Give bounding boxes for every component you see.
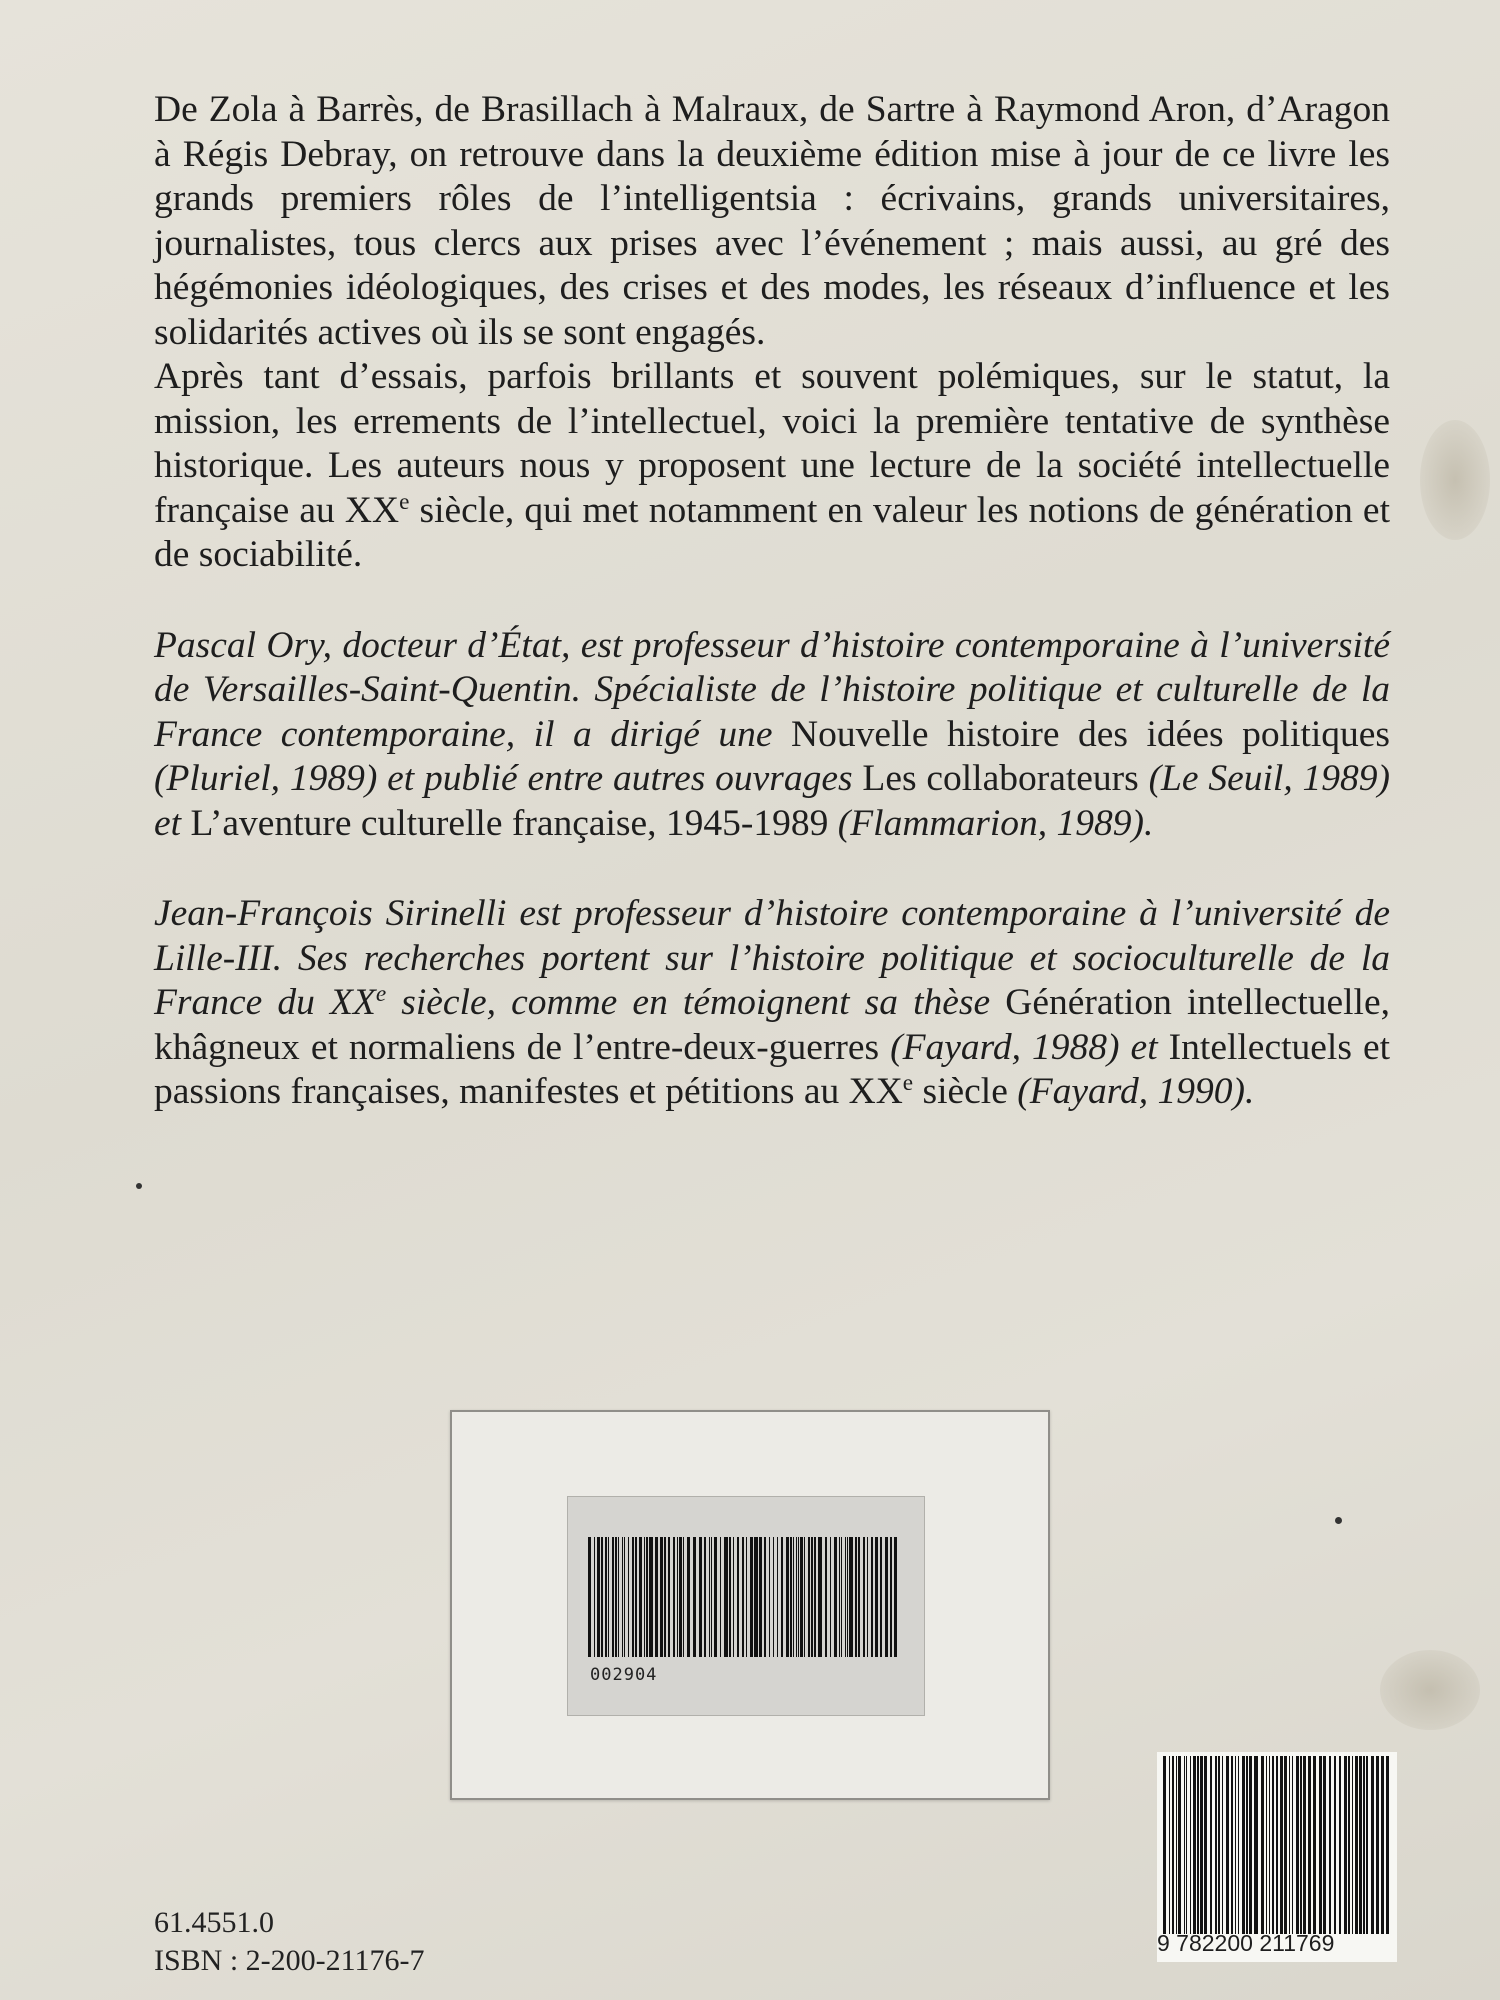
isbn-barcode-bar [1348, 1756, 1350, 1934]
isbn-barcode-bar [1276, 1756, 1278, 1934]
isbn-barcode-bar [1366, 1756, 1368, 1934]
library-barcode-bar [729, 1537, 731, 1657]
isbn-barcode-bar [1261, 1756, 1264, 1934]
library-sticker [450, 1410, 1050, 1800]
library-barcode [586, 1537, 904, 1657]
library-barcode-bar [871, 1537, 873, 1657]
isbn-barcode-bar [1163, 1756, 1166, 1934]
library-barcode-bar [773, 1537, 774, 1657]
library-barcode-bar [639, 1537, 642, 1657]
library-barcode-bar [588, 1537, 591, 1657]
isbn-barcode-bar [1386, 1756, 1389, 1934]
isbn-barcode-bar [1269, 1756, 1270, 1934]
isbn-barcode-bar [1197, 1756, 1199, 1934]
isbn-barcode-bar [1352, 1756, 1353, 1934]
library-barcode-bar [769, 1537, 770, 1657]
isbn-barcode [1161, 1756, 1393, 1934]
isbn-barcode-bar [1289, 1756, 1290, 1934]
library-barcode-bar [830, 1537, 831, 1657]
isbn-barcode-bar [1172, 1756, 1174, 1934]
library-barcode-bar [777, 1537, 778, 1657]
isbn-barcode-bar [1186, 1756, 1187, 1934]
ean-digits: 9 782200 211769 [1157, 1930, 1335, 1956]
isbn-barcode-bar [1231, 1756, 1233, 1934]
library-barcode-bar [646, 1537, 648, 1657]
library-barcode-bar [687, 1537, 690, 1657]
isbn-barcode-bar [1184, 1756, 1185, 1934]
isbn-barcode-bar [1246, 1756, 1248, 1934]
library-barcode-bar [608, 1537, 609, 1657]
library-barcode-label [567, 1496, 925, 1716]
catalog-number: 61.4551.0 [154, 1906, 274, 1939]
library-barcode-bar [644, 1537, 645, 1657]
library-barcode-bar [597, 1537, 600, 1657]
library-barcode-bar [839, 1537, 840, 1657]
isbn-barcode-bar [1218, 1756, 1220, 1934]
library-barcode-bar [632, 1537, 634, 1657]
isbn-barcode-bar [1334, 1756, 1336, 1934]
isbn-text: ISBN : 2-200-21176-7 [154, 1944, 425, 1977]
library-barcode-bar [733, 1537, 734, 1657]
isbn-barcode-bar [1280, 1756, 1283, 1934]
paper-stain [1380, 1650, 1480, 1730]
library-barcode-bar [759, 1537, 762, 1657]
library-barcode-bar [847, 1537, 848, 1657]
library-barcode-bar [709, 1537, 710, 1657]
library-barcode-bar [880, 1537, 882, 1657]
library-barcode-bar [858, 1537, 860, 1657]
library-barcode-bar [800, 1537, 803, 1657]
isbn-barcode-bar [1178, 1756, 1181, 1934]
library-barcode-bar [714, 1537, 717, 1657]
isbn-barcode-bar [1169, 1756, 1170, 1934]
isbn-barcode-bar [1308, 1756, 1311, 1934]
library-barcode-bar [677, 1537, 678, 1657]
isbn-barcode-bar [1210, 1756, 1212, 1934]
isbn-barcode-bar [1323, 1756, 1326, 1934]
library-barcode-bar [894, 1537, 897, 1657]
library-barcode-bar [849, 1537, 853, 1657]
isbn-barcode-bar [1284, 1756, 1287, 1934]
isbn-barcode-bar [1226, 1756, 1229, 1934]
library-barcode-bar [699, 1537, 702, 1657]
library-barcode-bar [683, 1537, 684, 1657]
library-barcode-bar [622, 1537, 623, 1657]
isbn-barcode-bar [1292, 1756, 1293, 1934]
library-barcode-bar [781, 1537, 783, 1657]
library-barcode-bar [834, 1537, 837, 1657]
library-barcode-bar [693, 1537, 696, 1657]
isbn-barcode-bar [1266, 1756, 1267, 1934]
library-barcode-bar [668, 1537, 670, 1657]
isbn-barcode-bar [1204, 1756, 1207, 1934]
library-barcode-bar [605, 1537, 607, 1657]
library-barcode-bar [825, 1537, 827, 1657]
summary-paragraph-2: Après tant d’essais, parfois brillants et souvent polémiques, sur le statut, la mission, les errements de l’intellectuel, voici la première tentative de synthèse historique. Les auteurs nous y proposent une lecture de la société intellectuelle française au XXe siècle, qui met notamment en valeur les notions de génération et de sociabilité. [154, 356, 1390, 575]
library-barcode-bar [750, 1537, 753, 1657]
library-barcode-bar [679, 1537, 682, 1657]
library-barcode-bar [746, 1537, 747, 1657]
library-barcode-bar [885, 1537, 888, 1657]
library-barcode-bar [855, 1537, 857, 1657]
library-barcode-bar [798, 1537, 799, 1657]
library-barcode-bar [618, 1537, 619, 1657]
isbn-barcode-bar [1363, 1756, 1365, 1934]
library-barcode-bar [808, 1537, 810, 1657]
library-barcode-bar [863, 1537, 865, 1657]
author-bio-ory: Pascal Ory, docteur d’État, est professeur d’histoire contemporaine à l’université de Versailles-Saint-Quentin. Spécialiste de l’histoire politique et culturelle de la France contemporaine, il a dirigé une Nouvelle histoire des idées politiques (Pluriel, 1989) et publié entre autres ouvrages Les collaborateurs (Le Seuil, 1989) et L’aventure culturelle française, 1945-1989 (Flammarion, 1989). [154, 624, 1391, 844]
library-barcode-bar [890, 1537, 892, 1657]
isbn-barcode-bar [1329, 1756, 1331, 1934]
library-barcode-bar [764, 1537, 766, 1657]
library-barcode-bar [601, 1537, 603, 1657]
library-barcode-bar [814, 1537, 816, 1657]
library-barcode-bar [796, 1537, 797, 1657]
isbn-barcode-box [1157, 1752, 1397, 1962]
isbn-barcode-bar [1376, 1756, 1379, 1934]
library-barcode-bar [615, 1537, 617, 1657]
library-barcode-bar [841, 1537, 842, 1657]
library-barcode-bar [711, 1537, 712, 1657]
isbn-barcode-bar [1381, 1756, 1384, 1934]
library-barcode-bar [875, 1537, 878, 1657]
isbn-barcode-bar [1359, 1756, 1362, 1934]
isbn-barcode-bar [1339, 1756, 1341, 1934]
isbn-barcode-bar [1272, 1756, 1274, 1934]
isbn-barcode-bar [1313, 1756, 1316, 1934]
library-barcode-bar [628, 1537, 629, 1657]
library-barcode-bar [624, 1537, 625, 1657]
library-barcode-bar [804, 1537, 805, 1657]
isbn-barcode-bar [1193, 1756, 1196, 1934]
isbn-barcode-bar [1371, 1756, 1374, 1934]
library-barcode-bar [649, 1537, 653, 1657]
library-barcode-bar [594, 1537, 595, 1657]
isbn-barcode-bar [1200, 1756, 1203, 1934]
isbn-barcode-bar [1344, 1756, 1347, 1934]
library-barcode-bar [612, 1537, 614, 1657]
library-barcode-number: 002904 [590, 1665, 658, 1685]
library-barcode-bar [867, 1537, 868, 1657]
isbn-barcode-bar [1215, 1756, 1217, 1934]
isbn-barcode-bar [1222, 1756, 1223, 1934]
library-barcode-bar [635, 1537, 637, 1657]
isbn-barcode-bar [1254, 1756, 1258, 1934]
isbn-barcode-bar [1190, 1756, 1191, 1934]
library-barcode-bar [655, 1537, 658, 1657]
isbn-barcode-bar [1319, 1756, 1322, 1934]
back-cover-text [154, 88, 1390, 1115]
library-barcode-bar [720, 1537, 721, 1657]
isbn-barcode-bar [1303, 1756, 1306, 1934]
isbn-barcode-bar [1242, 1756, 1245, 1934]
isbn-barcode-bar [1249, 1756, 1252, 1934]
library-barcode-bar [664, 1537, 666, 1657]
library-barcode-bar [737, 1537, 739, 1657]
library-barcode-bar [790, 1537, 792, 1657]
library-barcode-bar [786, 1537, 789, 1657]
isbn-barcode-bar [1235, 1756, 1236, 1934]
library-barcode-bar [704, 1537, 706, 1657]
author-bio-sirinelli: Jean-François Sirinelli est professeur d’histoire contemporaine à l’université de Lille-III. Ses recherches portent sur l’histoire politique et socioculturelle de la France du XXe siècle, comme en témoignent sa thèse Génération intellectuelle, khâgneux et normaliens de l’entre-deux-guerres (Fayard, 1988) et Intellectuels et passions françaises, manifestes et pétitions au XXe siècle (Fayard, 1990). [154, 893, 1391, 1112]
library-barcode-bar [673, 1537, 675, 1657]
library-barcode-bar [660, 1537, 663, 1657]
summary-paragraph-1: De Zola à Barrès, de Brasillach à Malraux, de Sartre à Raymond Aron, d’Aragon à Régis Debray, on retrouve dans la deuxième édition mise à jour de ce livre les grands premiers rôles de l’intelligentsia : écrivains, grands universitaires, journalistes, tous clercs aux prises avec l’événement ; mais aussi, au gré des hégémonies idéologiques, des crises et des modes, les réseaux d’influence et les solidarités actives où ils se sont engagés. [154, 89, 1390, 353]
isbn-barcode-bar [1296, 1756, 1299, 1934]
library-barcode-bar [742, 1537, 744, 1657]
library-barcode-bar [818, 1537, 822, 1657]
isbn-barcode-bar [1355, 1756, 1358, 1934]
isbn-barcode-bar [1238, 1756, 1239, 1934]
isbn-barcode-bar [1300, 1756, 1302, 1934]
isbn-barcode-bar [1176, 1756, 1177, 1934]
catalog-references [154, 1904, 425, 1980]
library-barcode-bar [811, 1537, 813, 1657]
library-barcode-bar [724, 1537, 728, 1657]
paper-stain [1420, 420, 1490, 540]
paper-speck [1335, 1517, 1342, 1524]
library-barcode-bar [793, 1537, 794, 1657]
paper-speck [136, 1183, 142, 1189]
library-barcode-bar [754, 1537, 758, 1657]
library-barcode-bar [845, 1537, 846, 1657]
